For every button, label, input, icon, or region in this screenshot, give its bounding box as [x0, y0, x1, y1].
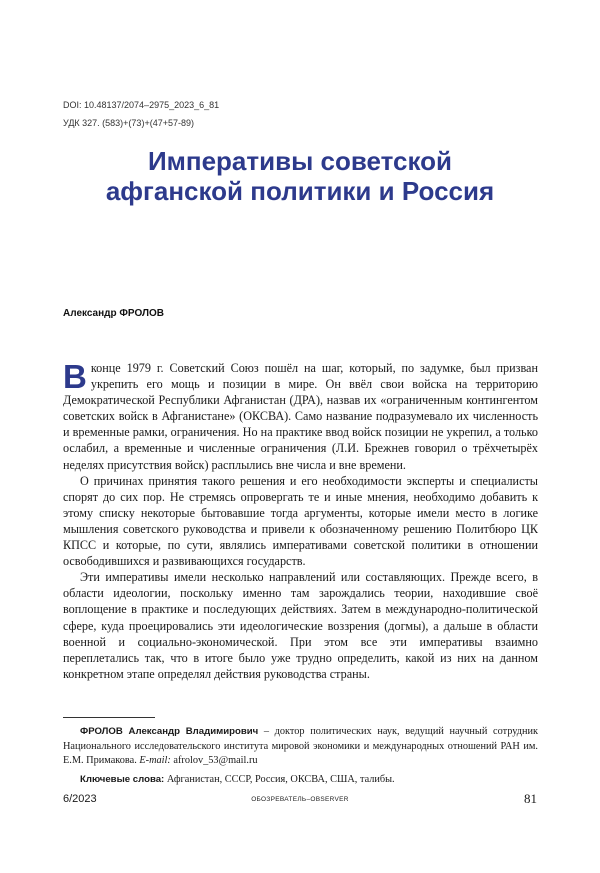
keywords — [63, 773, 538, 788]
footnote — [63, 725, 538, 787]
footnote-divider — [63, 717, 155, 718]
email-label: E-mail: — [139, 755, 171, 766]
footnote-author-name: ФРОЛОВ Александр Владимирович — [80, 726, 259, 737]
page-number: 81 — [524, 791, 537, 806]
title-line-1: Императивы советской — [147, 146, 453, 176]
paragraph-3: Эти императивы имели несколько направлений или составляющих. Прежде всего, в области идеологии, поскольку именно там зарождались теории, находившие своё воплощение в практике и последующих действиях. Затем в международно-политической сфере, куда проецировались эти идеологические воззрения (догмы), а дальше в области военной и социально-экономической. При этом все эти императивы взаимно переплетались так, что в итоге было уже трудно определить, какой из них на данном конкретном этапе определял действия руководства страны. — [63, 570, 538, 681]
email-address: afrolov_53@mail.ru — [170, 755, 258, 766]
doi-line: DOI: 10.48137/2074–2975_2023_6_81 — [63, 100, 220, 110]
keywords-label: Ключевые слова: — [80, 773, 165, 785]
footnote-author-text: – доктор политических наук, ведущий научный сотрудник Национального исследовательского института мировой экономики и международных отношений РАН им. Е.М. Примакова. — [63, 726, 538, 766]
keywords-text: Афганистан, СССР, Россия, ОКСВА, США, талибы. — [164, 773, 395, 785]
author-info — [63, 725, 538, 769]
title-line-2: афганской политики и Россия — [105, 176, 495, 206]
article-title — [40, 146, 560, 206]
paragraph-1 — [63, 360, 538, 473]
drop-cap: В — [63, 358, 87, 395]
paragraph-1-text: конце 1979 г. Советский Союз пошёл на шаг, который, по задумке, был призван укрепить его мощь и позиции в мире. Он ввёл свои войска на территорию Демократической Республики Афганистан (ДРА), назвав их «ограниченным контингентом советских войск в Афганистане» (ОКСВА). Само название подразумевало их численность и временные рамки, ограничения. Но на практике ввод войск позиции не укрепил, а только ослабил, а временные и численные ограничения (Л.И. Брежнев говорил о трёхчетырёх неделях присутствия войск) расплылись вне числа и вне времени. — [63, 361, 538, 472]
journal-name: ОБОЗРЕВАТЕЛЬ–OBSERVER — [251, 796, 349, 803]
paragraph-2: О причинах принятия такого решения и его необходимости эксперты и специалисты спорят до сих пор. Не стремясь опровергать те и иные мнения, необходимо добавить к этому списку некоторые бытовавшие тогда аргументы, которые имели место в логике мышления советского руководства и привели к обозначенному решению Политбюро ЦК КПСС и которые, по сути, являлись императивами советской политики в отношении освободившихся и развивающихся государств. — [63, 473, 538, 569]
article-body — [63, 360, 538, 682]
issue-number: 6/2023 — [63, 793, 97, 805]
udk-line: УДК 327. (583)+(73)+(47+57-89) — [63, 118, 194, 128]
author-name: Александр ФРОЛОВ — [63, 308, 165, 319]
